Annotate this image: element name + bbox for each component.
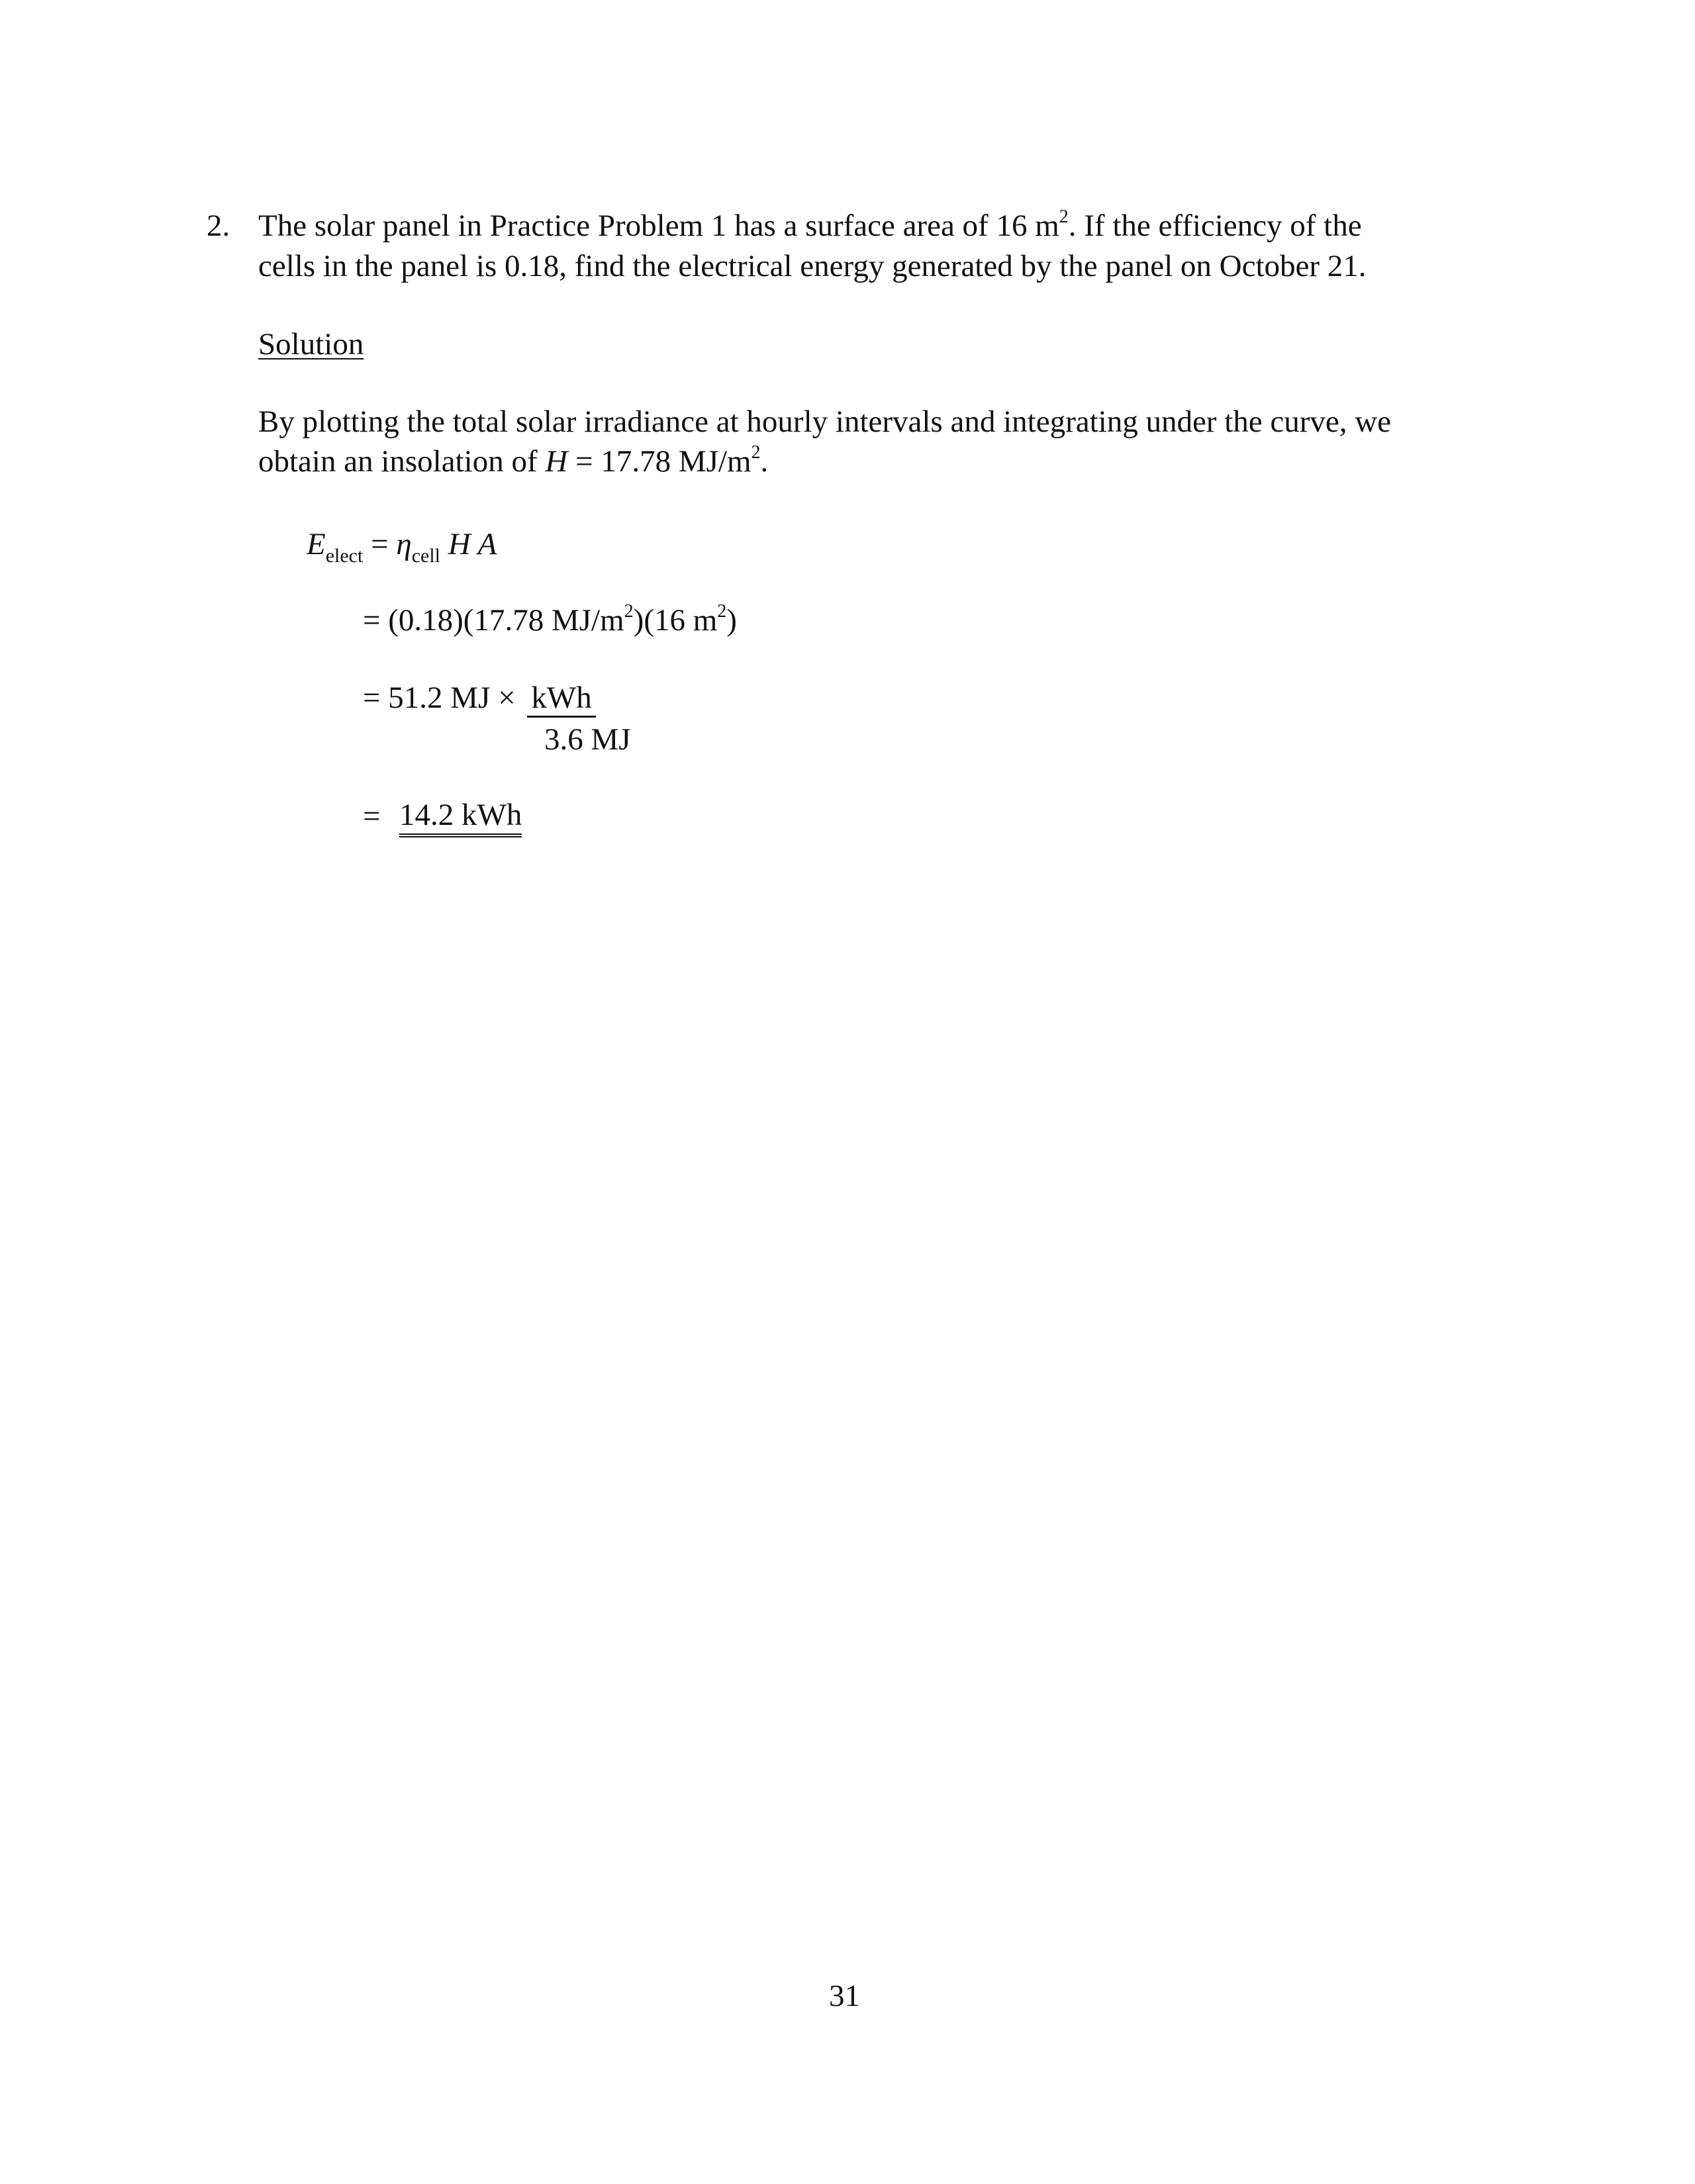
fraction-numerator: kWh (527, 681, 595, 718)
solution-text-2c: . (760, 444, 769, 479)
step1-text-b: )(16 m (633, 603, 718, 638)
problem-text-1a: The solar panel in Practice Problem 1 has a surface area of 16 m (258, 209, 1059, 243)
final-result: 14.2 kWh (399, 796, 522, 837)
fraction-denominator: 3.6 MJ (544, 722, 631, 757)
equation-step-substitution (363, 600, 737, 640)
energy-subscript: elect (325, 545, 363, 567)
problem-text-line-1 (258, 206, 1362, 246)
energy-variable: E (307, 527, 326, 561)
equals-sign: = (363, 527, 397, 561)
superscript: 2 (751, 442, 761, 463)
solution-heading: Solution (258, 327, 364, 361)
problem-text-line-2: cells in the panel is 0.18, find the electrical energy generated by the panel on October 21. (258, 249, 1367, 283)
step1-text-a: = (0.18)(17.78 MJ/m (363, 603, 624, 638)
solution-text-line-2 (258, 442, 768, 481)
insolation-variable: H (545, 444, 568, 479)
superscript: 2 (717, 601, 727, 622)
problem-text-1b: . If the efficiency of the (1068, 209, 1362, 243)
problem-number: 2. (207, 209, 230, 243)
step2-text: = 51.2 MJ × (363, 681, 524, 715)
result-equals: = (363, 799, 381, 833)
eta-subscript: cell (411, 545, 440, 567)
eta-symbol: η (396, 527, 412, 561)
superscript: 2 (624, 601, 634, 622)
solution-text-2b: = 17.78 MJ/m (567, 444, 751, 479)
step1-text-c: ) (726, 603, 737, 638)
superscript: 2 (1059, 207, 1069, 227)
rhs-variables: H A (440, 527, 497, 561)
solution-text-2a: obtain an insolation of (258, 444, 546, 479)
equation-step-conversion (363, 678, 596, 718)
page-number: 31 (829, 1979, 860, 2013)
solution-text-line-1: By plotting the total solar irradiance at hourly intervals and integrating under the curve, we (258, 404, 1392, 439)
equation-definition (307, 524, 497, 567)
